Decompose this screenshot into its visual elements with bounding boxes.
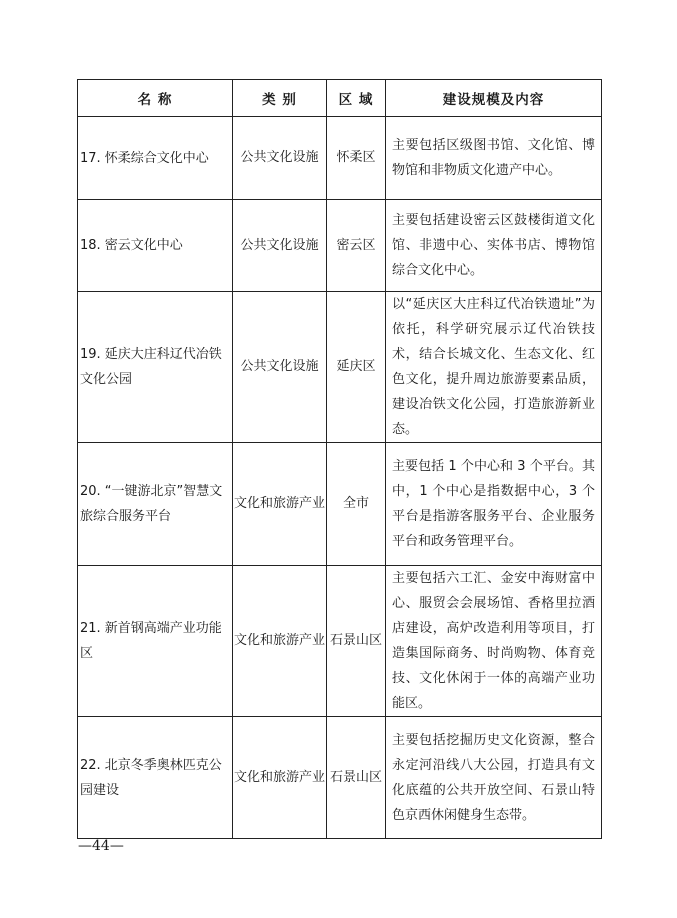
header-region: 区 域	[327, 80, 386, 117]
row-region: 石景山区	[327, 717, 386, 839]
header-category: 类 别	[233, 80, 327, 117]
table-row	[78, 717, 602, 839]
row-name: 17. 怀柔综合文化中心	[78, 117, 233, 200]
row-content: 以“延庆区大庄科辽代冶铁遗址”为依托，科学研究展示辽代冶铁技术，结合长城文化、生态文化、红色文化，提升周边旅游要素品质，建设冶铁文化公园，打造旅游新业态。	[386, 292, 602, 443]
row-region: 怀柔区	[327, 117, 386, 200]
row-content: 主要包括挖掘历史文化资源，整合永定河沿线八大公园，打造具有文化底蕴的公共开放空间、石景山特色京西休闲健身生态带。	[386, 717, 602, 839]
header-content: 建设规模及内容	[386, 80, 602, 117]
table-row	[78, 443, 602, 566]
table-row	[78, 200, 602, 292]
row-region: 石景山区	[327, 566, 386, 717]
table-row	[78, 292, 602, 443]
row-region: 密云区	[327, 200, 386, 292]
row-category: 文化和旅游产业	[233, 717, 327, 839]
row-content: 主要包括 1 个中心和 3 个平台。其中，1 个中心是指数据中心，3 个平台是指游客服务平台、企业服务平台和政务管理平台。	[386, 443, 602, 566]
row-content: 主要包括建设密云区鼓楼街道文化馆、非遗中心、实体书店、博物馆综合文化中心。	[386, 200, 602, 292]
row-name: 21. 新首钢高端产业功能区	[78, 566, 233, 717]
row-name: 18. 密云文化中心	[78, 200, 233, 292]
table-row	[78, 566, 602, 717]
row-content: 主要包括区级图书馆、文化馆、博物馆和非物质文化遗产中心。	[386, 117, 602, 200]
row-name: 20. “一键游北京”智慧文旅综合服务平台	[78, 443, 233, 566]
row-name: 22. 北京冬季奥林匹克公园建设	[78, 717, 233, 839]
row-category: 公共文化设施	[233, 117, 327, 200]
row-region: 全市	[327, 443, 386, 566]
row-content: 主要包括六工汇、金安中海财富中心、服贸会会展场馆、香格里拉酒店建设，高炉改造利用等项目，打造集国际商务、时尚购物、体育竞技、文化休闲于一体的高端产业功能区。	[386, 566, 602, 717]
table-header-row	[78, 80, 602, 117]
row-category: 公共文化设施	[233, 292, 327, 443]
row-category: 公共文化设施	[233, 200, 327, 292]
row-category: 文化和旅游产业	[233, 443, 327, 566]
row-name: 19. 延庆大庄科辽代冶铁文化公园	[78, 292, 233, 443]
table-row	[78, 117, 602, 200]
header-name: 名 称	[78, 80, 233, 117]
page-number: —44—	[78, 838, 124, 854]
row-region: 延庆区	[327, 292, 386, 443]
row-category: 文化和旅游产业	[233, 566, 327, 717]
project-table	[77, 79, 602, 839]
